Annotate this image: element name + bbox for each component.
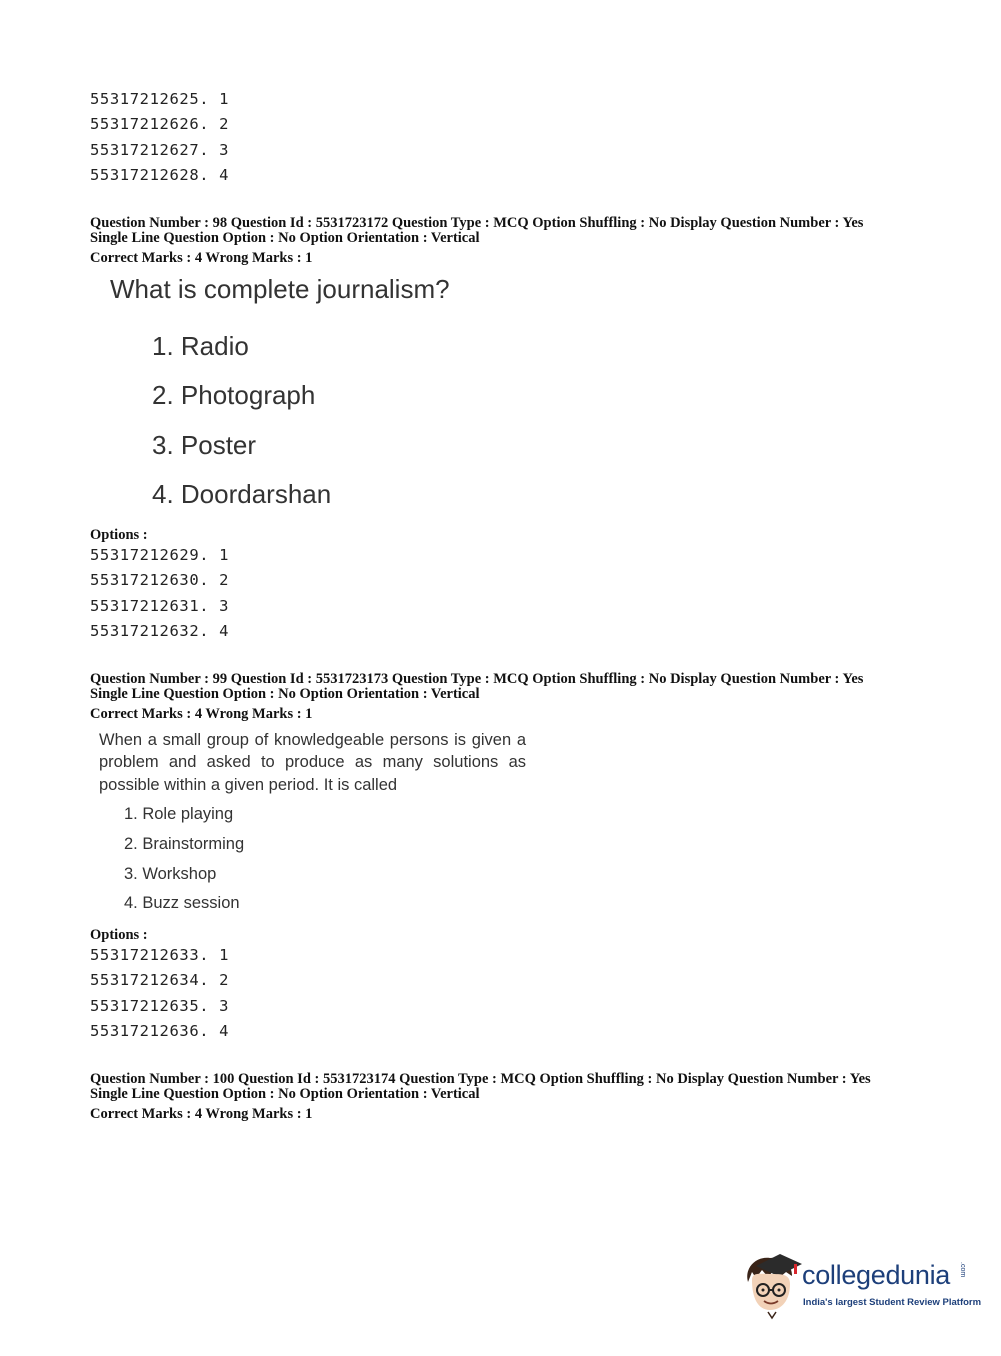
question-stem-line: possible within a given period. It is called — [99, 775, 398, 794]
option-id-line: 55317212635. 3 — [90, 996, 230, 1015]
question-99-meta — [90, 672, 863, 722]
option-id-line: 55317212631. 3 — [90, 596, 230, 615]
answer-choice: 2. Photograph — [152, 380, 316, 411]
collegedunia-logo[interactable] — [742, 1250, 982, 1320]
question-98-stem: What is complete journalism? — [110, 274, 450, 304]
option-id-line: 55317212629. 1 — [90, 546, 230, 564]
question-meta-line: Question Number : 98 Question Id : 5531723172 Question Type : MCQ Option Shuffling : No Display Question Number : Yes — [90, 215, 864, 231]
question-99-choices — [124, 800, 244, 919]
option-id-line: 55317212625. 1 — [90, 90, 230, 108]
question-stem-line: When a small group of knowledgeable persons is given a — [99, 731, 526, 749]
question-98-meta — [90, 216, 863, 266]
option-id-line: 55317212633. 1 — [90, 946, 230, 964]
previous-question-options — [90, 87, 229, 188]
option-id-line: 55317212628. 4 — [90, 165, 230, 184]
question-meta-line: Single Line Question Option : No Option Orientation : Vertical — [90, 1086, 480, 1102]
question-marks: Correct Marks : 4 Wrong Marks : 1 — [90, 250, 313, 266]
question-meta-line: Question Number : 100 Question Id : 5531723174 Question Type : MCQ Option Shuffling : No Display Question Number : Yes — [90, 1071, 871, 1087]
answer-choice: 1. Radio — [152, 331, 249, 361]
options-label: Options : — [90, 927, 148, 943]
student-mascot-icon — [742, 1250, 802, 1320]
options-label: Options : — [90, 527, 148, 543]
answer-choice: 2. Brainstorming — [124, 834, 245, 853]
answer-choice: 1. Role playing — [124, 805, 234, 823]
question-100-meta — [90, 1072, 871, 1122]
logo-tagline: India's largest Student Review Platform — [803, 1297, 982, 1308]
option-id-line: 55317212632. 4 — [90, 621, 230, 640]
answer-choice: 3. Workshop — [124, 864, 217, 883]
option-id-line: 55317212627. 3 — [90, 140, 230, 159]
option-id-line: 55317212636. 4 — [90, 1021, 230, 1040]
question-marks: Correct Marks : 4 Wrong Marks : 1 — [90, 1106, 313, 1122]
question-marks: Correct Marks : 4 Wrong Marks : 1 — [90, 706, 313, 722]
option-id-line: 55317212630. 2 — [90, 571, 230, 590]
option-id-line: 55317212626. 2 — [90, 115, 230, 134]
question-99-stem — [99, 729, 526, 796]
logo-dotcom: .com — [959, 1262, 966, 1278]
answer-choice: 3. Poster — [152, 429, 257, 460]
question-stem-line: problem and asked to produce as many solutions as — [99, 753, 526, 772]
question-99-options — [90, 943, 229, 1044]
question-meta-line: Single Line Question Option : No Option Orientation : Vertical — [90, 686, 480, 702]
question-98-options — [90, 543, 229, 644]
answer-choice: 4. Doordarshan — [152, 478, 332, 509]
question-meta-line: Question Number : 99 Question Id : 5531723173 Question Type : MCQ Option Shuffling : No Display Question Number : Yes — [90, 671, 864, 687]
option-id-line: 55317212634. 2 — [90, 971, 230, 990]
answer-choice: 4. Buzz session — [124, 894, 240, 913]
logo-wordmark: collegedunia — [802, 1260, 951, 1290]
question-98-choices — [152, 322, 331, 519]
question-meta-line: Single Line Question Option : No Option Orientation : Vertical — [90, 230, 480, 246]
